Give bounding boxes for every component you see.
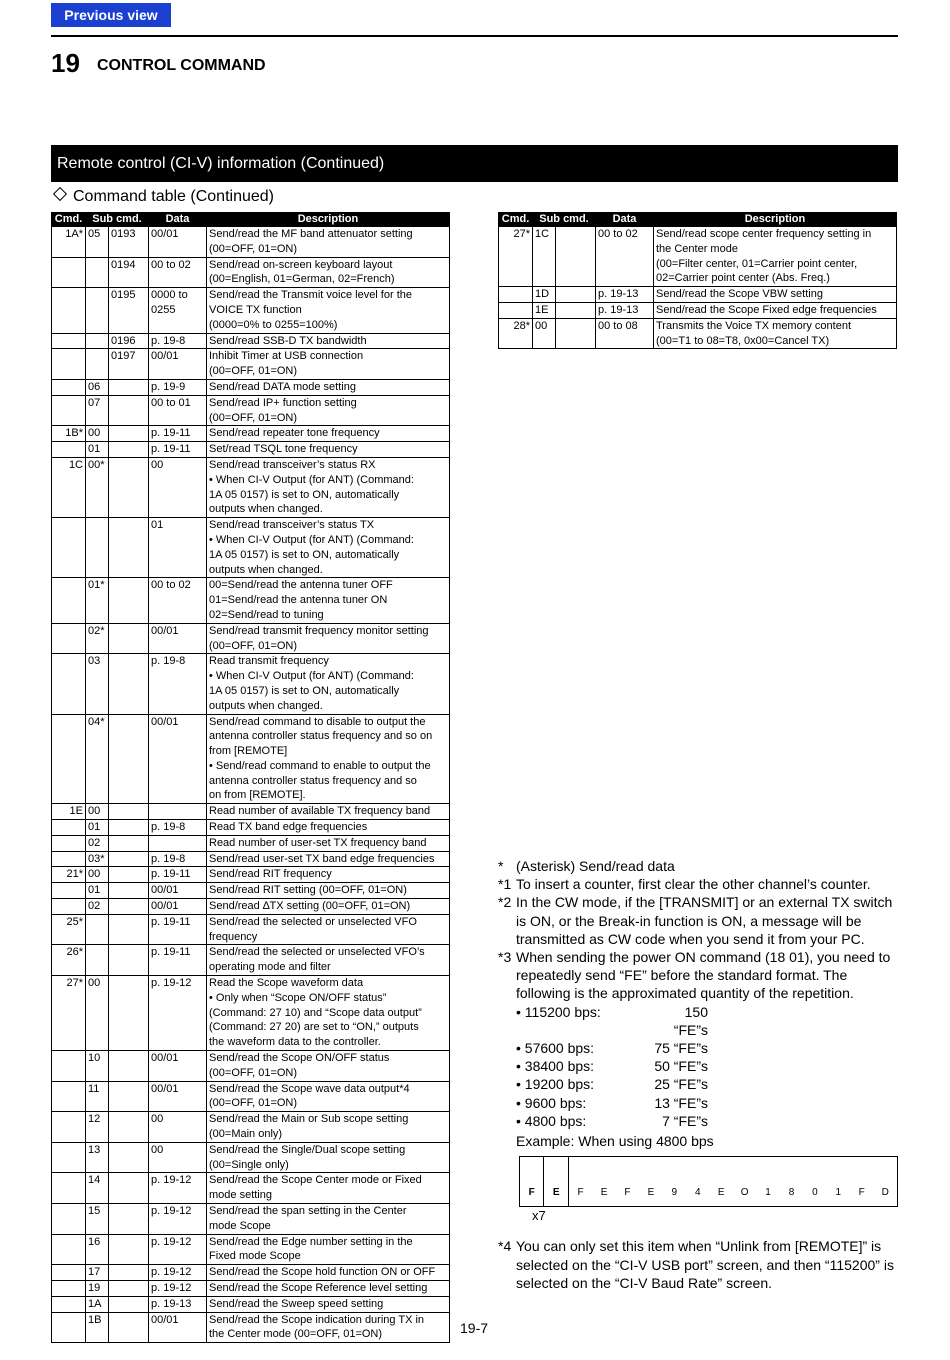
description-cell: Send/read the Scope Reference level setting	[207, 1280, 450, 1296]
subcmd-cell: 02	[86, 835, 109, 851]
data-cell	[149, 835, 207, 851]
subcmd-cell: 15	[86, 1204, 109, 1235]
table-row	[499, 302, 897, 318]
subcmd-cell: 02*	[86, 623, 109, 654]
cmd-cell	[52, 1204, 86, 1235]
subcmd2-cell	[109, 867, 149, 883]
subcmd-cell: 00	[86, 426, 109, 442]
subcmd-cell: 12	[86, 1112, 109, 1143]
cmd-cell	[52, 1112, 86, 1143]
subcmd-cell	[86, 257, 109, 288]
table-row	[52, 349, 450, 380]
description-cell: Read the Scope waveform data • Only when “Scope ON/OFF status” (Command: 27 10) and “Scope data output” (Command: 27 20) are set to “ON,” outputs the waveform data to the controller.	[207, 976, 450, 1051]
data-cell: 00 to 02	[596, 227, 654, 287]
diamond-icon	[53, 187, 67, 201]
description-cell: Send/read the Transmit voice level for the VOICE TX function (0000=0% to 0255=100%)	[207, 288, 450, 333]
byte-cell: O	[733, 1157, 756, 1207]
description-cell: Send/read the selected or unselected VFO’s operating mode and filter	[207, 945, 450, 976]
rate-item: • 57600 bps: 75 “FE”s	[516, 1040, 708, 1057]
top-rule	[51, 35, 898, 37]
subcmd-cell: 01*	[86, 578, 109, 623]
subcmd-cell: 02	[86, 899, 109, 915]
description-cell: Send/read the Sweep speed setting	[207, 1296, 450, 1312]
data-cell: 01	[149, 518, 207, 578]
byte-cell: 1	[756, 1157, 779, 1207]
description-cell: Inhibit Timer at USB connection (00=OFF, 01=ON)	[207, 349, 450, 380]
data-cell: p. 19-12	[149, 1234, 207, 1265]
subcmd2-cell	[109, 835, 149, 851]
subcmd2-cell	[109, 1280, 149, 1296]
cmd-cell	[52, 835, 86, 851]
description-cell: Read number of user-set TX frequency band	[207, 835, 450, 851]
subcmd-cell: 00	[533, 318, 556, 349]
data-cell: p. 19-11	[149, 867, 207, 883]
cmd-cell	[52, 442, 86, 458]
description-cell: Send/read IP+ function setting (00=OFF, 01=ON)	[207, 395, 450, 426]
byte-cell: 0	[803, 1157, 826, 1207]
data-cell: p. 19-12	[149, 976, 207, 1051]
subcmd-cell	[86, 349, 109, 380]
description-cell: Send/read the Scope hold function ON or OFF	[207, 1265, 450, 1281]
subcmd-cell: 01	[86, 820, 109, 836]
table-row	[52, 654, 450, 714]
subcmd2-cell	[109, 1312, 149, 1343]
description-cell: Send/read repeater tone frequency	[207, 426, 450, 442]
table-row	[499, 318, 897, 349]
table-row	[52, 333, 450, 349]
cmd-cell	[52, 820, 86, 836]
subcmd2-cell	[109, 1296, 149, 1312]
data-cell: 00 to 01	[149, 395, 207, 426]
description-cell: Read TX band edge frequencies	[207, 820, 450, 836]
data-cell: 00/01	[149, 714, 207, 804]
rate-item: • 9600 bps: 13 “FE”s	[516, 1094, 708, 1111]
data-cell: p. 19-8	[149, 820, 207, 836]
data-cell: p. 19-8	[149, 333, 207, 349]
data-cell: 0000 to 0255	[149, 288, 207, 333]
table-row	[52, 867, 450, 883]
cmd-cell: 25*	[52, 914, 86, 945]
description-cell: Send/read the Edge number setting in the Fixed mode Scope	[207, 1234, 450, 1265]
rate-item: • 19200 bps: 25 “FE”s	[516, 1076, 708, 1093]
data-cell: p. 19-8	[149, 851, 207, 867]
byte-cell: 4	[686, 1157, 709, 1207]
previous-view-button[interactable]: Previous view	[51, 3, 171, 27]
table-row	[52, 578, 450, 623]
table-row	[52, 1204, 450, 1235]
cmd-cell	[52, 851, 86, 867]
subcmd2-cell	[109, 518, 149, 578]
subcmd2-cell	[109, 1051, 149, 1082]
data-cell: p. 19-11	[149, 945, 207, 976]
subcmd-cell: 00	[86, 976, 109, 1051]
subcmd2-cell	[109, 395, 149, 426]
repeat-count: x7	[532, 1208, 546, 1224]
subcmd2-cell: 0196	[109, 333, 149, 349]
cmd-cell	[52, 654, 86, 714]
description-cell: Read transmit frequency • When CI-V Output (for ANT) (Command: 1A 05 0157) is set to ON, automatically outputs when changed.	[207, 654, 450, 714]
cmd-cell: 21*	[52, 867, 86, 883]
data-cell: 00 to 02	[149, 257, 207, 288]
subcmd-cell: 14	[86, 1173, 109, 1204]
data-cell: p. 19-9	[149, 379, 207, 395]
table-row	[52, 883, 450, 899]
description-cell: Send/read command to disable to output the antenna controller status frequency and so on from [REMOTE] • Send/read command to enable to output the antenna controller status frequency and so on from [REMOTE].	[207, 714, 450, 804]
table-row	[52, 518, 450, 578]
table-row	[52, 227, 450, 258]
table-row	[52, 804, 450, 820]
description-cell: Send/read the Scope Fixed edge frequencies	[654, 302, 897, 318]
subcmd-cell: 04*	[86, 714, 109, 804]
command-table-right	[498, 212, 897, 349]
subcmd-cell: 10	[86, 1051, 109, 1082]
table-row	[52, 1296, 450, 1312]
cmd-cell: 27*	[52, 976, 86, 1051]
subcmd2-cell	[109, 379, 149, 395]
description-cell: Send/read DATA mode setting	[207, 379, 450, 395]
byte-cell: F	[850, 1157, 873, 1207]
table-row	[52, 820, 450, 836]
table-row	[52, 1234, 450, 1265]
header-subcmd: Sub cmd.	[533, 213, 596, 227]
subcmd2-cell	[109, 899, 149, 915]
note-3: *3 When sending the power ON command (18 01), you need to repeatedly send “FE” before the standard format. The following is the approximated quantity of the repetition.	[498, 949, 891, 1002]
data-cell: 00	[149, 1142, 207, 1173]
subcmd-cell: 01	[86, 442, 109, 458]
table-row	[52, 1142, 450, 1173]
cmd-cell: 26*	[52, 945, 86, 976]
table-row	[499, 287, 897, 303]
subcmd2-cell	[109, 1234, 149, 1265]
subheading-text: Command table (Continued)	[73, 188, 274, 205]
subcmd2-cell	[109, 1265, 149, 1281]
cmd-cell	[52, 899, 86, 915]
subcmd-cell: 00	[86, 867, 109, 883]
table-row	[52, 835, 450, 851]
subcmd-cell: 1E	[533, 302, 556, 318]
data-cell: 00	[149, 1112, 207, 1143]
subcmd-cell: 03	[86, 654, 109, 714]
table-row	[52, 1280, 450, 1296]
data-cell: p. 19-11	[149, 914, 207, 945]
header-description: Description	[207, 213, 450, 227]
description-cell: Read number of available TX frequency band	[207, 804, 450, 820]
cmd-cell	[52, 333, 86, 349]
cmd-cell	[52, 1142, 86, 1173]
cmd-cell	[52, 379, 86, 395]
subcmd-cell: 16	[86, 1234, 109, 1265]
subcmd-cell: 01	[86, 883, 109, 899]
subcmd2-cell	[109, 851, 149, 867]
cmd-cell	[52, 257, 86, 288]
description-cell: Send/read the Scope wave data output*4 (00=OFF, 01=ON)	[207, 1081, 450, 1112]
cmd-cell	[52, 1234, 86, 1265]
subcmd-cell: 11	[86, 1081, 109, 1112]
data-cell: p. 19-11	[149, 426, 207, 442]
example-label: Example: When using 4800 bps	[516, 1133, 714, 1150]
subcmd2-cell	[556, 318, 596, 349]
description-cell: Send/read the Scope VBW setting	[654, 287, 897, 303]
subcmd2-cell	[109, 914, 149, 945]
subcmd2-cell	[109, 883, 149, 899]
subcmd-cell: 00*	[86, 457, 109, 517]
description-cell: Send/read user-set TX band edge frequencies	[207, 851, 450, 867]
byte-cell: F	[520, 1157, 544, 1207]
subcmd2-cell	[109, 1081, 149, 1112]
data-cell: p. 19-12	[149, 1204, 207, 1235]
byte-cell: F	[616, 1157, 639, 1207]
cmd-cell	[52, 578, 86, 623]
cmd-cell	[52, 1265, 86, 1281]
cmd-cell: 1A*	[52, 227, 86, 258]
description-cell: Send/read on-screen keyboard layout (00=English, 01=German, 02=French)	[207, 257, 450, 288]
subcmd2-cell: 0193	[109, 227, 149, 258]
table-row	[52, 257, 450, 288]
data-cell: 00	[149, 457, 207, 517]
byte-cell: E	[544, 1157, 568, 1207]
data-cell: 00/01	[149, 1312, 207, 1343]
table-row	[52, 1081, 450, 1112]
data-cell: p. 19-13	[149, 1296, 207, 1312]
data-cell: 00 to 02	[149, 578, 207, 623]
subcmd-cell	[86, 288, 109, 333]
subcmd-cell: 05	[86, 227, 109, 258]
table-row	[52, 426, 450, 442]
description-cell: Send/read the Scope indication during TX in the Center mode (00=OFF, 01=ON)	[207, 1312, 450, 1343]
subcmd-cell	[86, 945, 109, 976]
description-cell: Send/read the selected or unselected VFO frequency	[207, 914, 450, 945]
cmd-cell	[52, 349, 86, 380]
subcmd-cell	[86, 914, 109, 945]
description-cell: Send/read scope center frequency setting in the Center mode (00=Filter center, 01=Carrier point center, 02=Carrier point center (Abs. Freq.)	[654, 227, 897, 287]
section-title: Remote control (CI-V) information (Continued)	[51, 145, 898, 182]
header-subcmd: Sub cmd.	[86, 213, 149, 227]
data-cell: 00/01	[149, 349, 207, 380]
subcmd2-cell	[109, 1173, 149, 1204]
data-cell: p. 19-13	[596, 287, 654, 303]
example-byte-sequence	[519, 1156, 898, 1207]
header-data: Data	[596, 213, 654, 227]
subcmd-cell: 1D	[533, 287, 556, 303]
subcmd2-cell	[109, 1112, 149, 1143]
data-cell: 00/01	[149, 1051, 207, 1082]
subcmd2-cell	[109, 457, 149, 517]
description-cell: Transmits the Voice TX memory content (00=T1 to 08=T8, 0x00=Cancel TX)	[654, 318, 897, 349]
description-cell: Send/read SSB-D TX bandwidth	[207, 333, 450, 349]
table-row	[52, 1112, 450, 1143]
table-row	[52, 1265, 450, 1281]
subcmd-cell: 00	[86, 804, 109, 820]
subcmd2-cell	[109, 714, 149, 804]
table-row	[52, 1173, 450, 1204]
rate-item: • 115200 bps: 150 “FE”s	[516, 1003, 708, 1038]
cmd-cell: 1B*	[52, 426, 86, 442]
table-row	[52, 623, 450, 654]
byte-cell: E	[639, 1157, 662, 1207]
note-2: *2 In the CW mode, if the [TRANSMIT] or an external TX switch is ON, or the Break-in function is ON, a message will be transmitted as CW code when you send it from your PC.	[498, 894, 893, 947]
subcmd-cell: 13	[86, 1142, 109, 1173]
data-cell: p. 19-13	[596, 302, 654, 318]
data-cell: 00/01	[149, 899, 207, 915]
cmd-cell	[52, 518, 86, 578]
cmd-cell	[499, 287, 533, 303]
data-cell	[149, 804, 207, 820]
description-cell: Send/read the Scope Center mode or Fixed mode setting	[207, 1173, 450, 1204]
subcmd-cell: 03*	[86, 851, 109, 867]
table-row	[52, 395, 450, 426]
cmd-cell	[52, 714, 86, 804]
chapter-title: CONTROL COMMAND	[97, 57, 266, 74]
subcmd2-cell	[556, 302, 596, 318]
subcmd-cell: 06	[86, 379, 109, 395]
table-row	[52, 914, 450, 945]
description-cell: 00=Send/read the antenna tuner OFF 01=Send/read the antenna tuner ON 02=Send/read to tuning	[207, 578, 450, 623]
table-row	[52, 976, 450, 1051]
subcmd-cell: 1A	[86, 1296, 109, 1312]
subcmd2-cell	[109, 442, 149, 458]
chapter-number: 19	[51, 48, 80, 78]
table-row	[52, 379, 450, 395]
subcmd2-cell: 0194	[109, 257, 149, 288]
data-cell: p. 19-12	[149, 1265, 207, 1281]
subcmd2-cell	[109, 1142, 149, 1173]
data-cell: 00 to 08	[596, 318, 654, 349]
cmd-cell	[52, 1173, 86, 1204]
description-cell: Send/read the Main or Sub scope setting (00=Main only)	[207, 1112, 450, 1143]
subcmd2-cell	[556, 287, 596, 303]
subcmd2-cell	[109, 1204, 149, 1235]
cmd-cell	[52, 1051, 86, 1082]
cmd-cell	[52, 1296, 86, 1312]
command-table-left	[51, 212, 450, 1343]
subcmd2-cell: 0197	[109, 349, 149, 380]
description-cell: Send/read transceiver’s status RX • When CI-V Output (for ANT) (Command: 1A 05 0157) is set to ON, automatically outputs when changed.	[207, 457, 450, 517]
description-cell: Send/read transmit frequency monitor setting (00=OFF, 01=ON)	[207, 623, 450, 654]
subcmd2-cell	[109, 578, 149, 623]
subcmd-cell	[86, 518, 109, 578]
rate-item: • 4800 bps: 7 “FE”s	[516, 1112, 708, 1129]
header-cmd: Cmd.	[52, 213, 86, 227]
footnotes	[498, 857, 898, 1292]
subcmd2-cell	[109, 426, 149, 442]
rate-item: • 38400 bps: 50 “FE”s	[516, 1058, 708, 1075]
byte-cell: D	[873, 1157, 897, 1207]
subcmd2-cell	[109, 820, 149, 836]
cmd-cell	[499, 302, 533, 318]
table-row	[52, 288, 450, 333]
cmd-cell	[52, 623, 86, 654]
cmd-cell	[52, 395, 86, 426]
byte-cell: E	[709, 1157, 732, 1207]
subcmd2-cell: 0195	[109, 288, 149, 333]
data-cell: p. 19-12	[149, 1280, 207, 1296]
byte-cell: F	[568, 1157, 592, 1207]
byte-cell: E	[592, 1157, 615, 1207]
subcmd2-cell	[109, 804, 149, 820]
subcmd2-cell	[109, 654, 149, 714]
description-cell: Send/read the Scope ON/OFF status (00=OFF, 01=ON)	[207, 1051, 450, 1082]
byte-cell: 8	[780, 1157, 803, 1207]
byte-cell: 1	[827, 1157, 850, 1207]
description-cell: Send/read transceiver’s status TX • When CI-V Output (for ANT) (Command: 1A 05 0157) is set to ON, automatically outputs when changed.	[207, 518, 450, 578]
cmd-cell	[52, 1312, 86, 1343]
description-cell: Send/read RIT setting (00=OFF, 01=ON)	[207, 883, 450, 899]
data-cell: 00/01	[149, 623, 207, 654]
table-row	[52, 1051, 450, 1082]
subcmd2-cell	[109, 945, 149, 976]
cmd-cell: 28*	[499, 318, 533, 349]
note-asterisk: * (Asterisk) Send/read data	[498, 858, 675, 874]
subcmd-cell: 17	[86, 1265, 109, 1281]
subcmd-cell: 1C	[533, 227, 556, 287]
subcmd2-cell	[556, 227, 596, 287]
table-row	[499, 227, 897, 287]
table-row	[52, 945, 450, 976]
cmd-cell: 27*	[499, 227, 533, 287]
cmd-cell	[52, 1081, 86, 1112]
data-cell: 00/01	[149, 883, 207, 899]
subcmd-cell: 1B	[86, 1312, 109, 1343]
page-number: 19-7	[460, 1320, 489, 1336]
table-row	[52, 457, 450, 517]
table-subheading	[51, 188, 274, 206]
description-cell: Send/read the MF band attenuator setting (00=OFF, 01=ON)	[207, 227, 450, 258]
data-cell: p. 19-11	[149, 442, 207, 458]
table-row	[52, 899, 450, 915]
description-cell: Send/read RIT frequency	[207, 867, 450, 883]
cmd-cell	[52, 288, 86, 333]
description-cell: Send/read ∆TX setting (00=OFF, 01=ON)	[207, 899, 450, 915]
description-cell: Send/read the span setting in the Center mode Scope	[207, 1204, 450, 1235]
description-cell: Set/read TSQL tone frequency	[207, 442, 450, 458]
data-cell: 00/01	[149, 227, 207, 258]
table-row	[52, 1312, 450, 1343]
table-row	[52, 851, 450, 867]
table-row	[52, 442, 450, 458]
cmd-cell: 1E	[52, 804, 86, 820]
subcmd-cell	[86, 333, 109, 349]
description-cell: Send/read the Single/Dual scope setting (00=Single only)	[207, 1142, 450, 1173]
data-cell: 00/01	[149, 1081, 207, 1112]
header-data: Data	[149, 213, 207, 227]
byte-cell: 9	[663, 1157, 686, 1207]
data-cell: p. 19-12	[149, 1173, 207, 1204]
header-description: Description	[654, 213, 897, 227]
header-cmd: Cmd.	[499, 213, 533, 227]
note-4: *4 You can only set this item when “Unlink from [REMOTE]” is selected on the “CI-V USB port” screen, and then “115200” is selected on the “CI-V Baud Rate” screen.	[498, 1238, 894, 1291]
subcmd2-cell	[109, 623, 149, 654]
subcmd-cell: 07	[86, 395, 109, 426]
cmd-cell	[52, 1280, 86, 1296]
data-cell: p. 19-8	[149, 654, 207, 714]
cmd-cell: 1C	[52, 457, 86, 517]
subcmd-cell: 19	[86, 1280, 109, 1296]
cmd-cell	[52, 883, 86, 899]
subcmd2-cell	[109, 976, 149, 1051]
table-row	[52, 714, 450, 804]
note-1: *1 To insert a counter, first clear the other channel’s counter.	[498, 876, 871, 893]
